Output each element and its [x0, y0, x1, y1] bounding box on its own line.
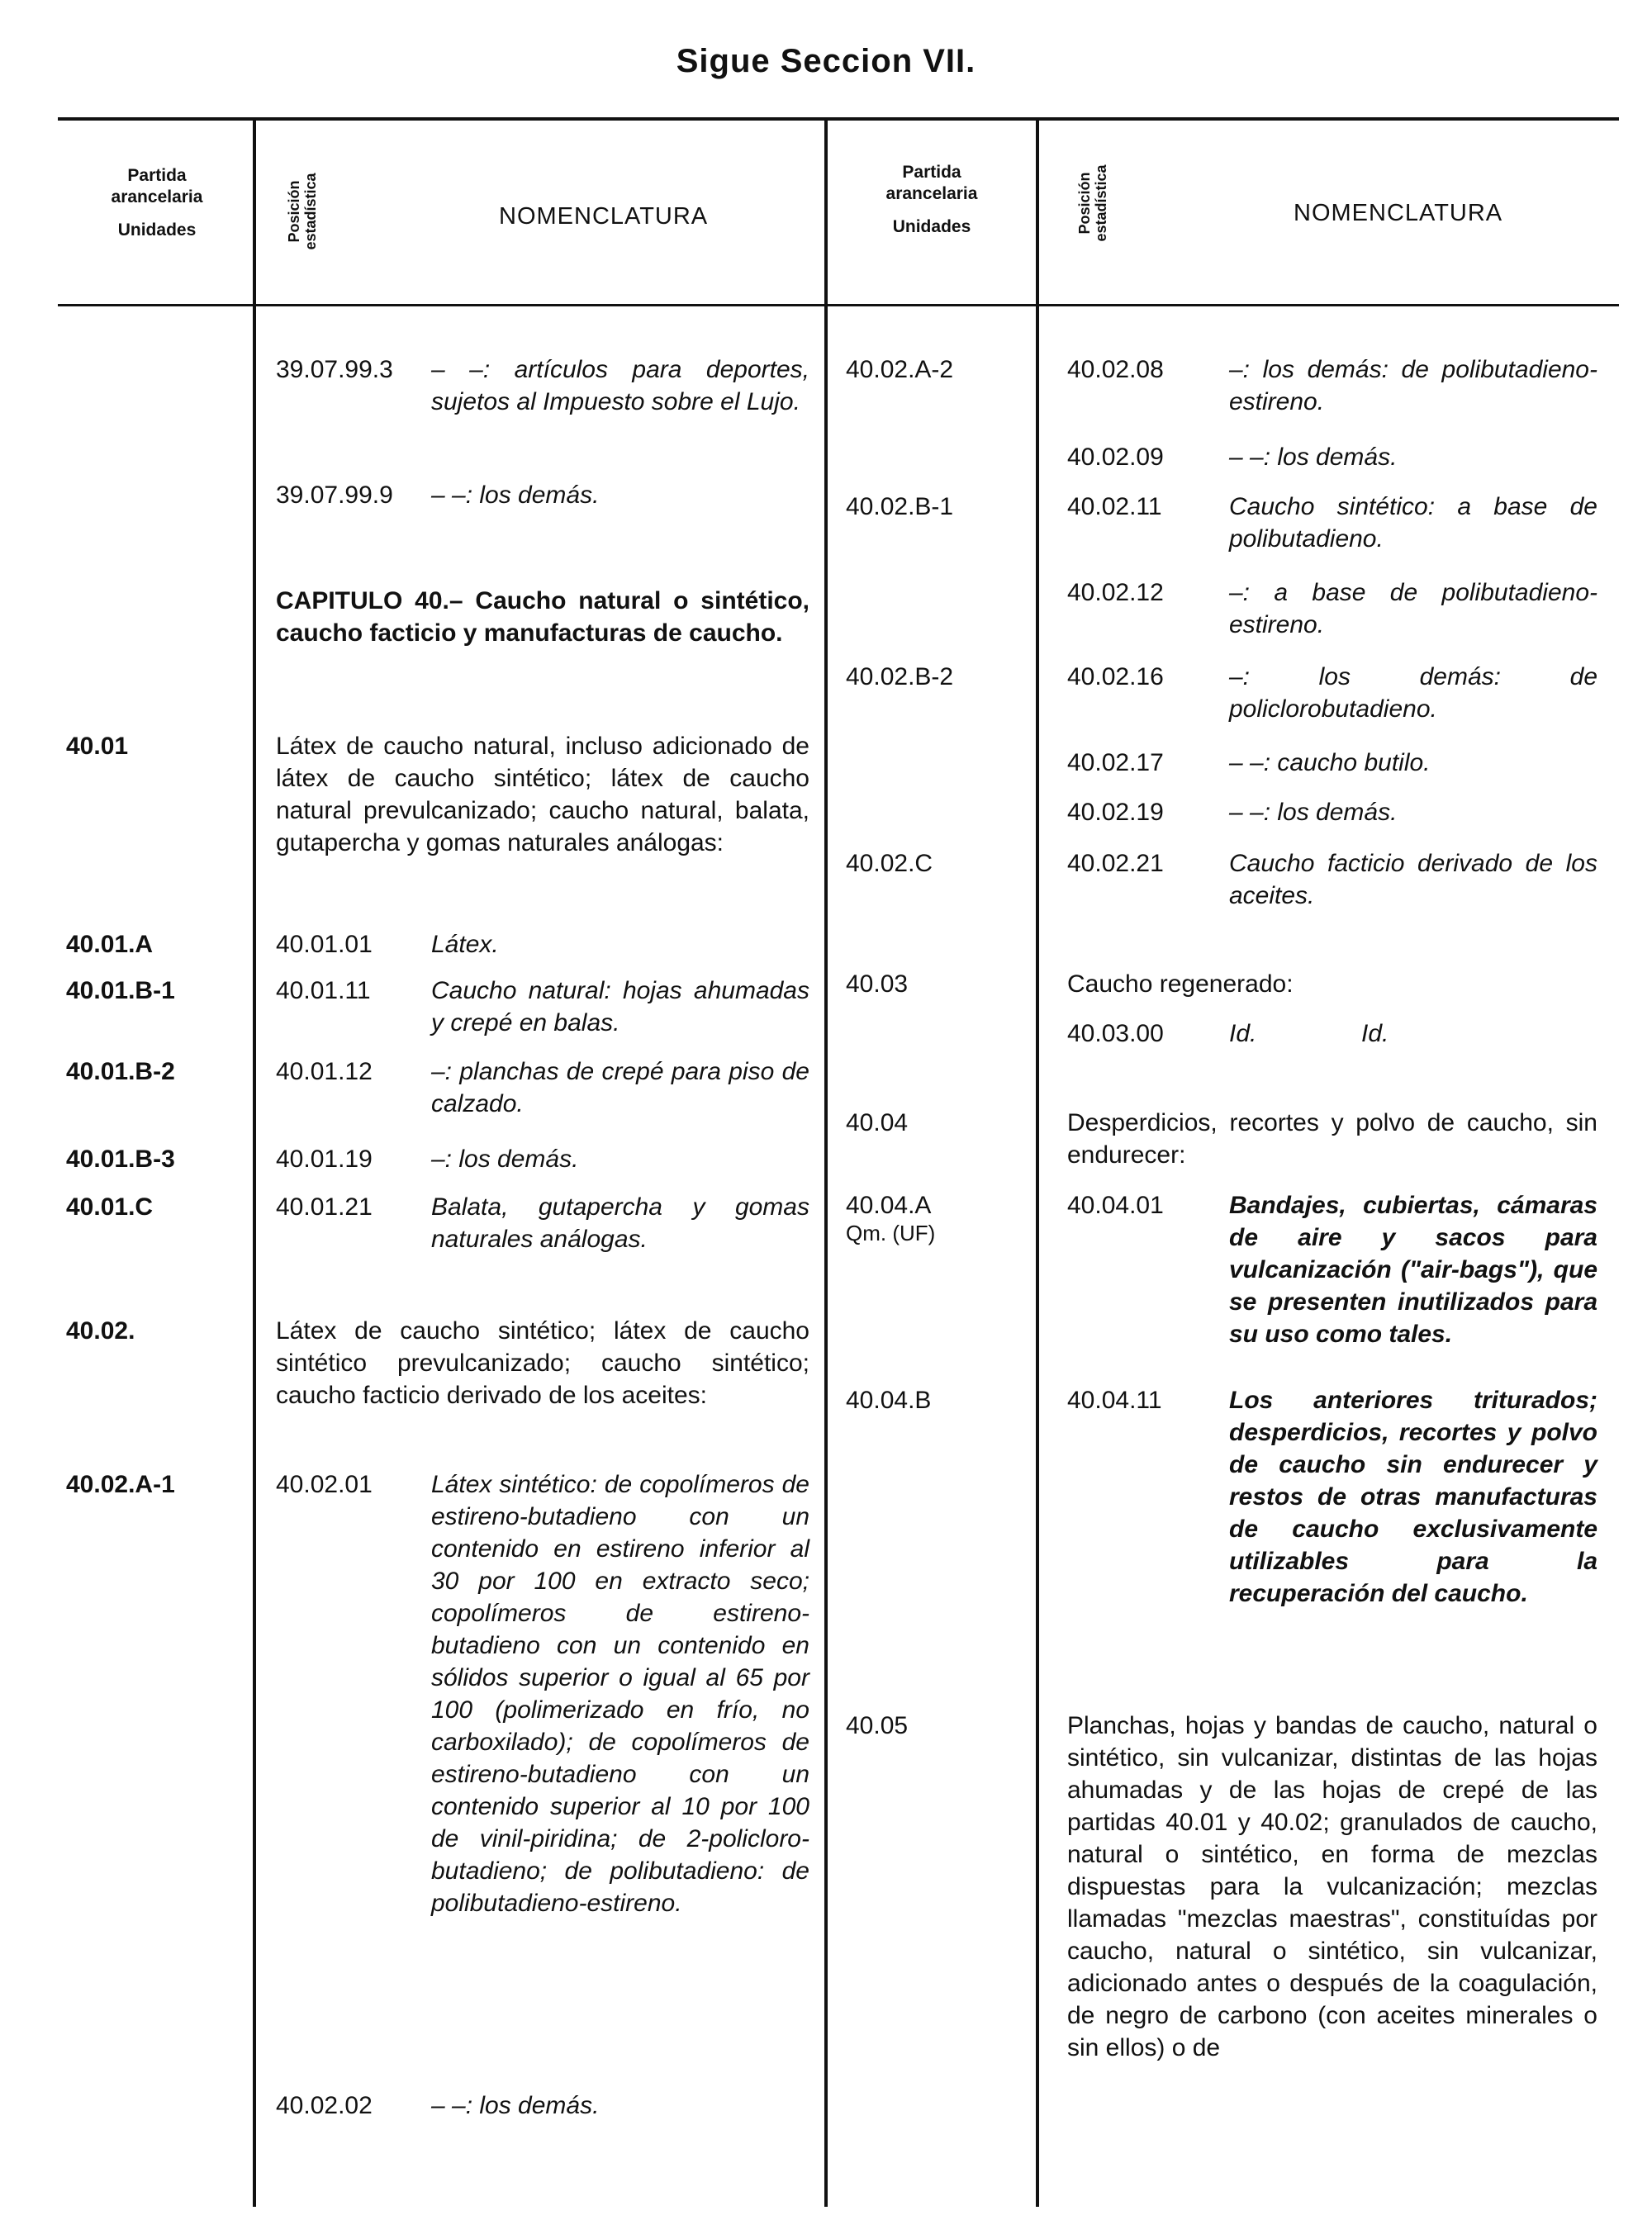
tariff-item: 40.01.C — [66, 1193, 154, 1221]
tariff-item: 40.02.B-1 — [846, 493, 954, 520]
nomenclature-text: – –: los demás. — [431, 2092, 600, 2119]
nomenclature-text: – –: caucho butilo. — [1229, 749, 1431, 776]
nomenclature-text: Balata, gutapercha y gomas naturales análogas. — [431, 1193, 809, 1253]
stat-position: 40.02.21 — [1067, 850, 1164, 877]
tariff-item: 40.03 — [846, 970, 909, 998]
nomenclature-text: – –: los demás. — [1229, 799, 1398, 826]
stat-position: 40.01.19 — [276, 1146, 373, 1173]
tariff-item: 40.02.B-2 — [846, 663, 954, 690]
stat-position: 40.02.11 — [1067, 493, 1162, 520]
header-posicion-left: Posición estadística — [286, 173, 319, 250]
tariff-item: 40.01.B-2 — [66, 1058, 175, 1085]
tariff-item: 40.04 — [846, 1109, 909, 1136]
column-divider-3 — [1036, 117, 1039, 2207]
header-partida-right: Partida arancelaria Unidades — [885, 163, 978, 236]
stat-position: 39.07.99.9 — [276, 481, 393, 509]
tariff-item: 40.01.B-1 — [66, 977, 175, 1004]
tariff-item: 40.02.A-2 — [846, 356, 954, 383]
nomenclature-text: –: los demás: de policlorobutadieno. — [1229, 663, 1597, 723]
stat-position: 40.04.11 — [1067, 1387, 1162, 1414]
nomenclature-text: – –: los demás. — [431, 481, 600, 509]
nomenclature-text: –: los demás. — [431, 1146, 579, 1173]
header-partida-left: Partida arancelaria Unidades — [111, 166, 203, 240]
heading-text: Caucho regenerado: — [1067, 970, 1294, 998]
tariff-item: 40.01.B-3 — [66, 1146, 175, 1173]
unit-label: Qm. (UF) — [846, 1221, 936, 1245]
nomenclature-text: Caucho sintético: a base de polibutadieno. — [1229, 493, 1597, 553]
nomenclature-text: Látex. — [431, 931, 499, 958]
stat-position: 40.02.12 — [1067, 579, 1164, 606]
tariff-item: 40.02.A-1 — [66, 1471, 175, 1498]
nomenclature-text: Caucho natural: hojas ahumadas y crepé en balas. — [431, 977, 809, 1036]
nomenclature-text: – –: artículos para deportes, sujetos al Impuesto sobre el Lujo. — [431, 356, 809, 415]
nomenclature-text: – –: los demás. — [1229, 444, 1398, 471]
table-top-rule — [58, 117, 1619, 121]
column-divider-1 — [253, 117, 256, 2207]
nomenclature-text: –: a base de polibutadieno-estireno. — [1229, 579, 1597, 638]
page-title: Sigue Seccion VII. — [676, 43, 976, 79]
heading-text: Látex de caucho sintético; látex de caucho sintético prevulcanizado; caucho sintético; caucho facticio derivado de los aceites: — [276, 1317, 809, 1409]
heading-text: Desperdicios, recortes y polvo de caucho, sin endurecer: — [1067, 1109, 1597, 1169]
header-posicion-right: Posición estadística — [1076, 164, 1109, 242]
header-nomenclatura-left: NOMENCLATURA — [499, 203, 709, 230]
tariff-item: 40.04.B — [846, 1387, 932, 1414]
stat-position: 40.02.19 — [1067, 799, 1164, 826]
stat-position: 40.01.12 — [276, 1058, 373, 1085]
unit-id: Id. — [1229, 1020, 1257, 1047]
stat-position: 40.02.02 — [276, 2092, 373, 2119]
header-bottom-rule — [58, 304, 1619, 306]
tariff-item: 40.04.A — [846, 1192, 932, 1219]
nomenclature-text: Látex sintético: de copolímeros de estireno-butadieno con un contenido en estireno inferior al 30 por 100 en extracto seco; copolímeros de estireno-butadieno con un contenido en sólidos superior o igual al 65 por 100 (polimerizado en frío, no carboxilado); de copolímeros de estireno-butadieno con un contenido superior al 10 por 100 de vinil-piridina; de 2-policloro-butadieno; de polibutadieno: de polibutadieno-estireno. — [431, 1471, 809, 1917]
nomenclature-text: Caucho facticio derivado de los aceites. — [1229, 850, 1597, 909]
stat-position: 40.03.00 — [1067, 1020, 1164, 1047]
tariff-item: 40.02.C — [846, 850, 933, 877]
stat-position: 40.02.09 — [1067, 444, 1164, 471]
nomenclature-text: Bandajes, cubiertas, cámaras de aire y sacos para vulcanización ("air-bags"), que se presenten inutilizados para su uso como tales. — [1229, 1192, 1597, 1348]
nomenclature-text: Los anteriores triturados; desperdicios, recortes y polvo de caucho sin endurecer y restos de otras manufacturas de caucho exclusivamente utilizables para la recuperación del caucho. — [1229, 1387, 1597, 1607]
chapter-heading: CAPITULO 40.– Caucho natural o sintético, caucho facticio y manufacturas de caucho. — [276, 587, 809, 647]
heading-text: Planchas, hojas y bandas de caucho, natural o sintético, sin vulcanizar, distintas de las hojas ahumadas y de las hojas de crepé de las partidas 40.01 y 40.02; granulados de caucho, natural o sintético, en forma de mezclas dispuestas para la vulcanización; mezclas llamadas "mezclas maestras", constituídas por caucho, natural o sintético, sin vulcanizar, adicionado antes o después de la coagulación, de negro de carbono (con aceites minerales o sin ellos) o de — [1067, 1712, 1597, 2061]
stat-position: 40.02.17 — [1067, 749, 1164, 776]
stat-position: 40.01.21 — [276, 1193, 373, 1221]
stat-position: 40.02.08 — [1067, 356, 1164, 383]
stat-position: 40.01.11 — [276, 977, 371, 1004]
nomenclature-text: –: los demás: de polibutadieno-estireno. — [1229, 356, 1597, 415]
stat-position: 39.07.99.3 — [276, 356, 393, 383]
tariff-item: 40.02. — [66, 1317, 135, 1345]
stat-position: 40.02.16 — [1067, 663, 1164, 690]
tariff-item: 40.01.A — [66, 931, 154, 958]
tariff-item: 40.05 — [846, 1712, 909, 1739]
stat-position: 40.02.01 — [276, 1471, 373, 1498]
stat-position: 40.04.01 — [1067, 1192, 1164, 1219]
heading-text: Látex de caucho natural, incluso adicionado de látex de caucho sintético; látex de caucho natural prevulcanizado; caucho natural, balata, gutapercha y gomas naturales análogas: — [276, 733, 809, 856]
tariff-item: 40.01 — [66, 733, 129, 760]
header-nomenclatura-right: NOMENCLATURA — [1294, 200, 1503, 226]
unit-id: Id. — [1361, 1020, 1389, 1047]
column-divider-2 — [824, 117, 828, 2207]
nomenclature-text: –: planchas de crepé para piso de calzado. — [431, 1058, 809, 1117]
stat-position: 40.01.01 — [276, 931, 373, 958]
